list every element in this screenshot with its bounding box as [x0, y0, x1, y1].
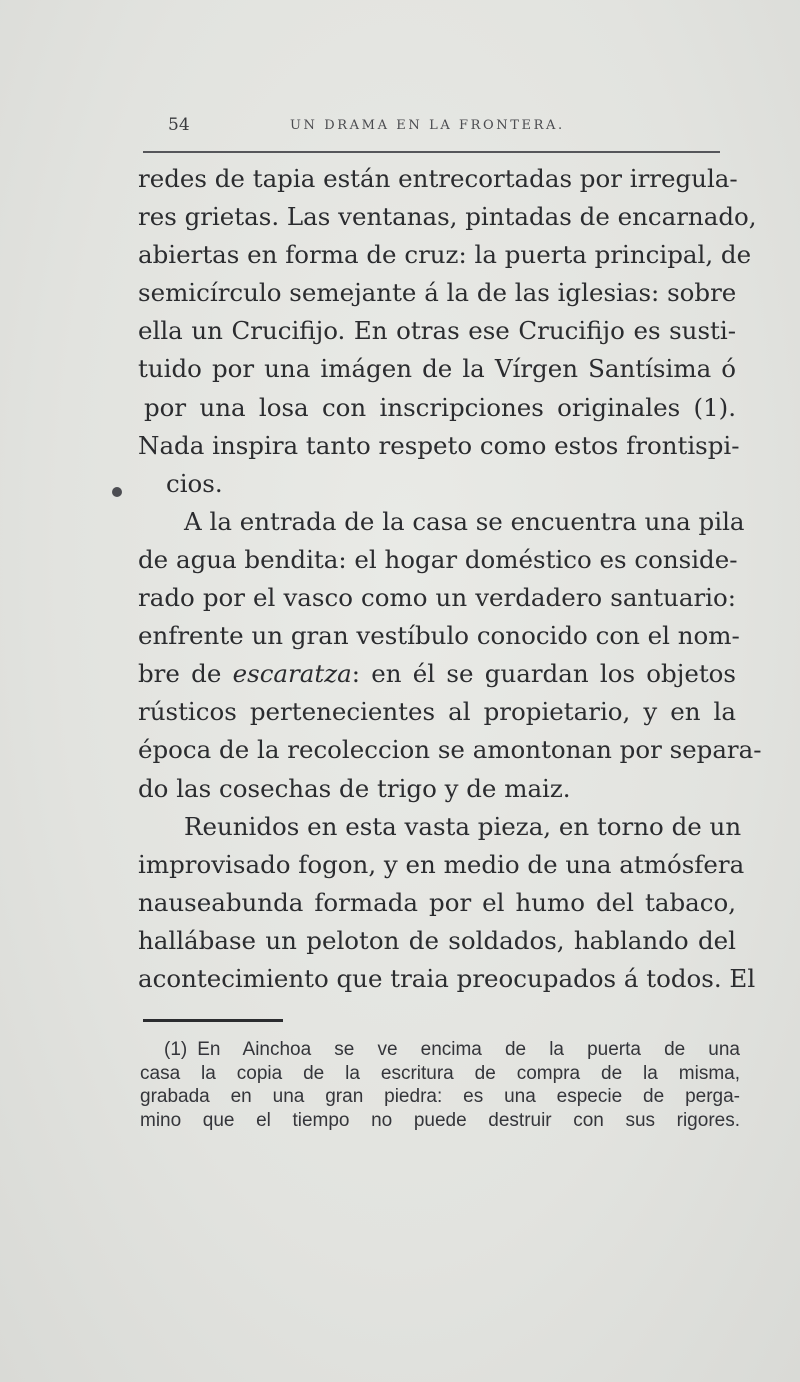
ink-speck [112, 487, 122, 497]
footnote-line [140, 1038, 740, 1062]
paragraph-start-line: A la entrada de la casa se encuentra una pila [184, 506, 745, 536]
text-line: abiertas en forma de cruz: la puerta principal, de [138, 240, 752, 270]
body-text [138, 160, 762, 998]
footnote-line: mino que el tiempo no puede destruir con sus rigores. [140, 1109, 740, 1131]
text-line: de agua bendita: el hogar doméstico es conside- [138, 544, 738, 574]
text-line: rado por el vasco como un verdadero santuario: [138, 583, 736, 613]
text-line: improvisado fogon, y en medio de una atmósfera [138, 849, 745, 879]
text-line: Nada inspira tanto respeto como estos frontispi- [138, 430, 740, 460]
text-line: cios. [166, 468, 223, 498]
text-line: nauseabunda formada por el humo del tabaco, [138, 887, 736, 917]
text-line: enfrente un gran vestíbulo conocido con el nom- [138, 621, 740, 651]
text-line: acontecimiento que traia preocupados á todos. El [138, 963, 756, 993]
footnote-line: grabada en una gran piedra: es una especie de perga- [140, 1086, 740, 1107]
footnote-line: casa la copia de la escritura de compra de la misma, [140, 1062, 740, 1084]
footnote-text: En Ainchoa se ve encima de la puerta de una [197, 1039, 740, 1060]
text-line: por una losa con inscripciones originales (1). [144, 392, 736, 422]
paragraph-start-line: Reunidos en esta vasta pieza, en torno de un [184, 811, 742, 841]
text-line: do las cosechas de trigo y de maiz. [138, 773, 571, 803]
header-rule [143, 151, 720, 153]
footnote-marker: (1) [164, 1039, 188, 1060]
text-line: rústicos pertenecientes al propietario, y en la [138, 697, 736, 727]
text-segment: bre de [138, 659, 222, 689]
footnote [140, 1038, 740, 1132]
footnote-rule [143, 1019, 283, 1022]
page-number: 54 [168, 115, 190, 135]
text-line: ella un Crucifijo. En otras ese Crucifijo es susti- [138, 316, 736, 346]
text-line-with-term [138, 655, 736, 693]
page-header [168, 115, 728, 137]
text-line: semicírculo semejante á la de las iglesias: sobre [138, 278, 737, 308]
text-line: tuido por una imágen de la Vírgen Santísima ó [138, 354, 736, 384]
running-title: UN DRAMA EN LA FRONTERA. [290, 118, 565, 133]
text-line: res grietas. Las ventanas, pintadas de encarnado, [138, 202, 757, 232]
text-line: redes de tapia están entrecortadas por irregula- [138, 164, 738, 193]
text-segment: : en él se guardan los objetos [351, 659, 737, 689]
italic-term: escaratza [232, 659, 352, 689]
text-line: hallábase un peloton de soldados, hablando del [138, 925, 736, 955]
text-line: época de la recoleccion se amontonan por separa- [138, 735, 762, 765]
